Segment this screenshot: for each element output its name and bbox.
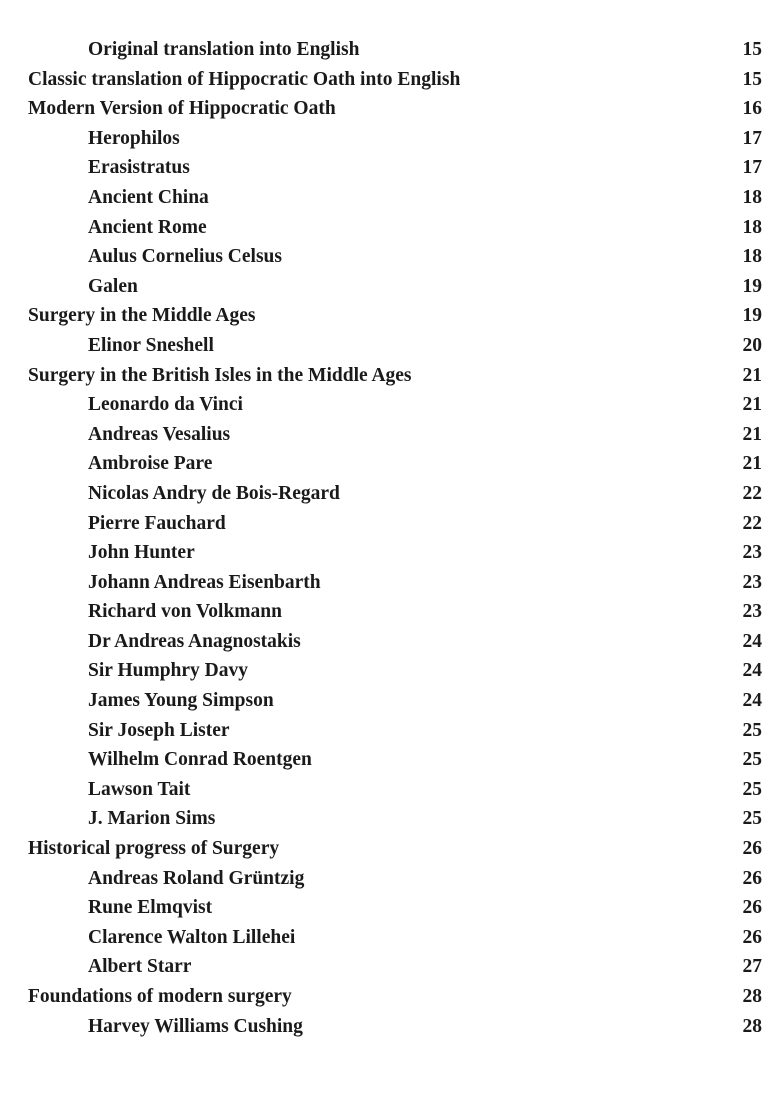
toc-entry bbox=[0, 242, 780, 272]
toc-entry-title: Foundations of modern surgery bbox=[28, 986, 292, 1007]
toc-entry bbox=[0, 94, 780, 124]
toc-entry-page: 18 bbox=[742, 246, 762, 268]
toc-entry-page: 15 bbox=[742, 39, 762, 60]
toc-entry bbox=[0, 35, 780, 65]
toc-entry bbox=[0, 213, 780, 243]
toc-entry bbox=[0, 893, 780, 923]
toc-entry bbox=[0, 420, 780, 450]
toc-entry-title: Pierre Fauchard bbox=[88, 512, 226, 534]
toc-entry-title: Dr Andreas Anagnostakis bbox=[88, 630, 301, 652]
toc-entry bbox=[0, 656, 780, 686]
toc-entry-page: 15 bbox=[742, 68, 762, 90]
toc-entry-page: 28 bbox=[742, 1015, 762, 1037]
toc-entry-title: Nicolas Andry de Bois-Regard bbox=[88, 482, 340, 504]
toc-entry-title: Ancient Rome bbox=[88, 216, 207, 238]
toc-entry-page: 19 bbox=[742, 275, 762, 297]
toc-entry bbox=[0, 449, 780, 479]
toc-entry bbox=[0, 301, 780, 331]
toc-entry-page: 16 bbox=[742, 98, 762, 120]
toc-entry bbox=[0, 1012, 780, 1042]
toc-entry-page: 25 bbox=[742, 808, 762, 830]
toc-entry-title: Clarence Walton Lillehei bbox=[88, 926, 296, 948]
toc-entry-page: 21 bbox=[742, 394, 762, 416]
toc-entry bbox=[0, 804, 780, 834]
toc-entry-title: Surgery in the Middle Ages bbox=[28, 305, 256, 327]
toc-entry-title: Richard von Volkmann bbox=[88, 601, 282, 623]
toc-entry bbox=[0, 597, 780, 627]
toc-entry bbox=[0, 568, 780, 598]
toc-entry-title: John Hunter bbox=[88, 542, 195, 564]
toc-entry-title: Galen bbox=[88, 275, 138, 297]
toc-entry-page: 23 bbox=[742, 542, 762, 564]
toc-entry-title: Sir Humphry Davy bbox=[88, 660, 248, 682]
toc-entry bbox=[0, 361, 780, 391]
toc-entry-title: Elinor Sneshell bbox=[88, 334, 214, 356]
toc-entry-title: Herophilos bbox=[88, 127, 180, 149]
toc-entry-page: 25 bbox=[742, 719, 762, 741]
toc-entry-title: Sir Joseph Lister bbox=[88, 719, 230, 741]
toc-entry bbox=[0, 775, 780, 805]
toc-entry-page: 26 bbox=[742, 897, 762, 919]
toc-entry-title: Wilhelm Conrad Roentgen bbox=[88, 749, 312, 771]
toc-entry-title: Leonardo da Vinci bbox=[88, 394, 243, 416]
toc-entry-page: 25 bbox=[742, 778, 762, 800]
toc-entry-title: James Young Simpson bbox=[88, 690, 274, 712]
toc-entry-page: 27 bbox=[742, 956, 762, 978]
toc-entry-title: J. Marion Sims bbox=[88, 808, 216, 830]
toc-entry-title: Rune Elmqvist bbox=[88, 897, 213, 919]
toc-entry bbox=[0, 65, 780, 95]
toc-entry-page: 19 bbox=[742, 305, 762, 327]
toc-entry-title: Andreas Vesalius bbox=[88, 423, 231, 445]
toc-entry bbox=[0, 390, 780, 420]
toc-entry-page: 18 bbox=[742, 216, 762, 238]
toc-entry-page: 24 bbox=[742, 630, 762, 652]
toc-entry-title: Modern Version of Hippocratic Oath bbox=[28, 98, 336, 120]
toc-entry bbox=[0, 716, 780, 746]
toc-entry bbox=[0, 923, 780, 953]
toc-entry bbox=[0, 952, 780, 982]
toc-entry-title: Albert Starr bbox=[88, 956, 192, 978]
toc-entry-page: 18 bbox=[742, 186, 762, 208]
toc-entry-page: 21 bbox=[742, 423, 762, 445]
toc-entry-page: 22 bbox=[742, 482, 762, 504]
toc-entry-title: Erasistratus bbox=[88, 157, 190, 179]
toc-entry bbox=[0, 745, 780, 775]
toc-entry-page: 24 bbox=[742, 660, 762, 682]
toc-entry-page: 17 bbox=[742, 127, 762, 149]
toc-entry-title: Original translation into English bbox=[88, 39, 360, 60]
toc-entry-title: Ancient China bbox=[88, 186, 209, 208]
toc-entry bbox=[0, 834, 780, 864]
toc-entry-title: Historical progress of Surgery bbox=[28, 838, 280, 860]
toc-entry bbox=[0, 124, 780, 154]
toc-entry-title: Classic translation of Hippocratic Oath into English bbox=[28, 68, 461, 90]
toc-entry-page: 23 bbox=[742, 571, 762, 593]
toc-entry-title: Aulus Cornelius Celsus bbox=[88, 246, 282, 268]
toc-entry-page: 20 bbox=[742, 334, 762, 356]
toc-entry bbox=[0, 509, 780, 539]
toc-entry-page: 22 bbox=[742, 512, 762, 534]
toc-entry-page: 28 bbox=[742, 986, 762, 1007]
toc-entry bbox=[0, 153, 780, 183]
toc-entry bbox=[0, 331, 780, 361]
toc-entry-page: 26 bbox=[742, 867, 762, 889]
toc-entry bbox=[0, 538, 780, 568]
toc-entry-page: 21 bbox=[742, 453, 762, 475]
table-of-contents bbox=[0, 35, 780, 1041]
toc-entry-title: Andreas Roland Grüntzig bbox=[88, 867, 305, 889]
toc-entry-title: Ambroise Pare bbox=[88, 453, 213, 475]
toc-entry-page: 26 bbox=[742, 838, 762, 860]
toc-entry-page: 17 bbox=[742, 157, 762, 179]
toc-entry-title: Surgery in the British Isles in the Middle Ages bbox=[28, 364, 412, 386]
toc-entry bbox=[0, 627, 780, 657]
toc-entry bbox=[0, 479, 780, 509]
toc-entry-page: 26 bbox=[742, 926, 762, 948]
toc-entry bbox=[0, 272, 780, 302]
toc-entry-title: Lawson Tait bbox=[88, 778, 191, 800]
toc-entry-page: 24 bbox=[742, 690, 762, 712]
toc-entry bbox=[0, 686, 780, 716]
toc-entry bbox=[0, 864, 780, 894]
toc-entry-page: 23 bbox=[742, 601, 762, 623]
toc-entry bbox=[0, 183, 780, 213]
toc-entry-title: Johann Andreas Eisenbarth bbox=[88, 571, 321, 593]
toc-entry-page: 21 bbox=[742, 364, 762, 386]
toc-entry-page: 25 bbox=[742, 749, 762, 771]
toc-entry bbox=[0, 982, 780, 1012]
toc-entry-title: Harvey Williams Cushing bbox=[88, 1015, 303, 1037]
